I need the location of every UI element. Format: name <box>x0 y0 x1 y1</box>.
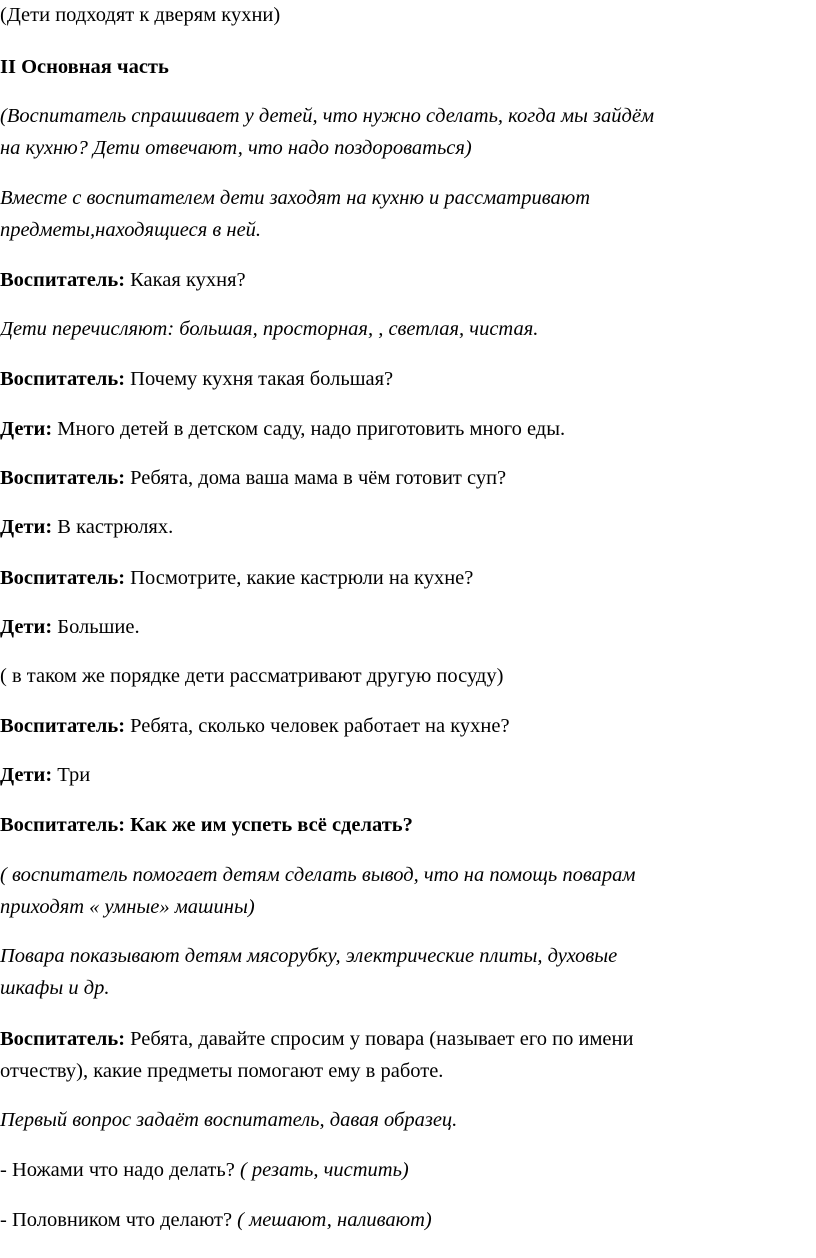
dialogue-line <box>0 1024 633 1054</box>
italic-paragraph-line: Повара показывают детям мясорубку, электрические плиты, духовые <box>0 945 618 967</box>
dialogue-text: Посмотрите, какие кастрюли на кухне? <box>125 567 474 589</box>
italic-paragraph-line: на кухню? Дети отвечают, что надо поздороваться) <box>0 137 472 159</box>
question-text: - Половником что делают? <box>0 1209 238 1231</box>
answer-text: ( резать, чистить) <box>239 1159 409 1181</box>
italic-paragraph-line: Первый вопрос задаёт воспитатель, давая образец. <box>0 1109 458 1131</box>
dialogue-text: Ребята, сколько человек работает на кухне? <box>125 715 510 737</box>
question-text: - Ножами что надо делать? <box>0 1159 240 1181</box>
dialogue-line <box>0 760 90 790</box>
stage-direction: ( в таком же порядке дети рассматривают другую посуду) <box>0 665 504 687</box>
dialogue-text: Какая кухня? <box>125 269 246 291</box>
italic-paragraph-line: ( воспитатель помогает детям сделать вывод, что на помощь поварам <box>0 864 636 886</box>
dialogue-line <box>0 711 510 741</box>
speaker-label: Воспитатель: <box>0 368 126 390</box>
italic-paragraph-line: Вместе с воспитателем дети заходят на кухню и рассматривают <box>0 187 590 209</box>
dialogue-line <box>0 414 565 444</box>
italic-paragraph-line: предметы,находящиеся в ней. <box>0 219 262 241</box>
dialogue-line <box>0 265 246 295</box>
speaker-label: Дети: <box>0 764 53 786</box>
speaker-label: Воспитатель: <box>0 1028 126 1050</box>
dialogue-text: Ребята, давайте спросим у повара (называет его по имени <box>125 1028 634 1050</box>
stage-direction: (Дети подходят к дверям кухни) <box>0 4 281 26</box>
dialogue-line <box>0 563 473 593</box>
speaker-label: Дети: <box>0 616 53 638</box>
dialogue-line <box>0 364 393 394</box>
speaker-label: Воспитатель: <box>0 715 126 737</box>
dialogue-text: Почему кухня такая большая? <box>125 368 394 390</box>
italic-paragraph-line: Дети перечисляют: большая, просторная, , светлая, чистая. <box>0 318 539 340</box>
bold-dialogue-line: Воспитатель: Как же им успеть всё сделать? <box>0 814 413 836</box>
section-heading: II Основная часть <box>0 56 169 78</box>
italic-paragraph-line: (Воспитатель спрашивает у детей, что нужно сделать, когда мы зайдём <box>0 105 655 127</box>
dialogue-line <box>0 512 173 542</box>
answer-text: ( мешают, наливают) <box>237 1209 432 1231</box>
speaker-label: Дети: <box>0 418 53 440</box>
speaker-label: Воспитатель: <box>0 467 126 489</box>
question-line <box>0 1205 432 1235</box>
speaker-label: Воспитатель: <box>0 567 126 589</box>
dialogue-text: Много детей в детском саду, надо приготовить много еды. <box>52 418 566 440</box>
dialogue-continuation: отчеству), какие предметы помогают ему в работе. <box>0 1060 444 1082</box>
dialogue-text: Три <box>52 764 91 786</box>
dialogue-text: В кастрюлях. <box>52 516 174 538</box>
italic-paragraph-line: приходят « умные» машины) <box>0 896 255 918</box>
dialogue-line <box>0 463 506 493</box>
speaker-label: Дети: <box>0 516 53 538</box>
question-line <box>0 1155 409 1185</box>
dialogue-text: Большие. <box>52 616 140 638</box>
dialogue-line <box>0 612 140 642</box>
dialogue-text: Ребята, дома ваша мама в чём готовит суп? <box>125 467 507 489</box>
italic-paragraph-line: шкафы и др. <box>0 977 110 999</box>
speaker-label: Воспитатель: <box>0 269 126 291</box>
